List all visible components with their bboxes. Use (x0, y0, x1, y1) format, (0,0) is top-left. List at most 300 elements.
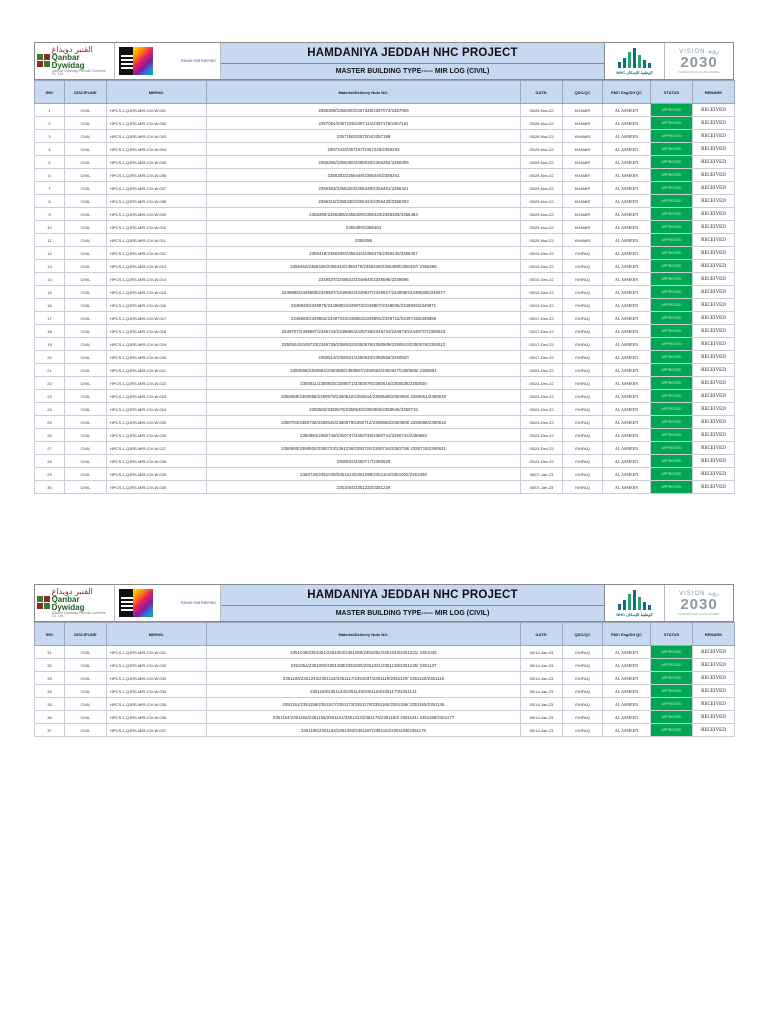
cell-mir-no: HPCS-1-QJRS-MIR-CIV-W-035 (107, 698, 207, 711)
cell-pmc: AL ASMEEN (603, 416, 651, 429)
cell-date: 05/26-Nov-22 (521, 130, 563, 143)
cell-qdc: KHAMIR (563, 143, 603, 156)
cell-mir-no: HPCS-1-QJRS-MIR-CIV-W-019 (107, 338, 207, 351)
cell-discipline: CIVIL (65, 351, 107, 364)
table-row (35, 364, 735, 377)
cell-discipline: CIVIL (65, 685, 107, 698)
project-title: HAMDANIYA JEDDAH NHC PROJECT (221, 43, 604, 64)
cell-discipline: CIVIL (65, 325, 107, 338)
cell-pmc: AL ASMEEN (603, 429, 651, 442)
cell-material: 2349838/2349875/2349880/2349873/2349867/2349836/2349839/2349871 (207, 299, 521, 312)
cell-sr: 3 (35, 130, 65, 143)
cell-date: 05/14-Jan-23 (521, 711, 563, 724)
cell-qdc: KHAMIR (563, 234, 603, 247)
cell-remark: RECEIVED (693, 377, 735, 390)
table-row (35, 351, 735, 364)
cell-pmc: AL ASMEEN (603, 234, 651, 247)
cell-discipline: CIVIL (65, 182, 107, 195)
cell-material: 2357243/2357157/2357229/2356253 (207, 143, 521, 156)
cell-remark: RECEIVED (693, 130, 735, 143)
cell-mir-no: HPCS-1-QJRS-MIR-CIV-W-015 (107, 286, 207, 299)
contractor-logo-english: Qanbar Dywidag (51, 594, 85, 612)
cell-date: 05/24-Dec-22 (521, 455, 563, 468)
cell-sr: 36 (35, 711, 65, 724)
cell-date: 05/14-Jan-23 (521, 724, 563, 737)
table-row (35, 143, 735, 156)
cell-mir-no: HPCS-1-QJRS-MIR-CIV-W-033 (107, 672, 207, 685)
cell-status: APPROVED (651, 659, 693, 672)
cell-qdc: ISHFAQ (563, 442, 603, 455)
cell-qdc: ISHFAQ (563, 672, 603, 685)
cell-date: 05/29-Nov-22 (521, 221, 563, 234)
cell-discipline: CIVIL (65, 260, 107, 273)
vision-label: VISION رؤية (679, 48, 719, 55)
cell-remark: RECEIVED (693, 299, 735, 312)
cell-date: 05/29-Nov-22 (521, 182, 563, 195)
col-remark: REMARK (693, 623, 735, 646)
cell-pmc: AL ASMEEN (603, 208, 651, 221)
cell-status: APPROVED (651, 672, 693, 685)
cell-pmc: AL ASMEEN (603, 698, 651, 711)
cell-remark: RECEIVED (693, 468, 735, 481)
table-row (35, 403, 735, 416)
cell-mir-no: HPCS-1-QJRS-MIR-CIV-W-025 (107, 416, 207, 429)
col-status: STATUS (651, 81, 693, 104)
cell-remark: RECEIVED (693, 312, 735, 325)
cell-sr: 8 (35, 195, 65, 208)
cell-material: 2350669/2350058/2350679/2350542/2350544/2350548/2350650/ 2350651/2350619 (207, 390, 521, 403)
cell-mir-no: HPCS-1-QJRS-MIR-CIV-W-031 (107, 646, 207, 659)
cell-material: 2351150/2351134/2351149/2351163/2351173/2351141 (207, 685, 521, 698)
table-row (35, 247, 735, 260)
cell-remark: RECEIVED (693, 659, 735, 672)
cell-date: 05/29-Nov-22 (521, 143, 563, 156)
cell-sr: 23 (35, 390, 65, 403)
cell-remark: RECEIVED (693, 286, 735, 299)
cell-date: 05/14-Jan-23 (521, 646, 563, 659)
cell-pmc: AL ASMEEN (603, 143, 651, 156)
table-row (35, 659, 735, 672)
cell-status: APPROVED (651, 208, 693, 221)
cell-discipline: CIVIL (65, 234, 107, 247)
cell-material: 2351004/2351232/2351229 (207, 481, 521, 494)
cell-mir-no: HPCS-1-QJRS-MIR-CIV-W-028 (107, 455, 207, 468)
contractor-logo-subtitle: Qanbar Dywidag Precast Concrete Co. Ltd. (51, 68, 106, 76)
cell-discipline: CIVIL (65, 104, 107, 117)
cell-pmc: AL ASMEEN (603, 659, 651, 672)
cell-mir-no: HPCS-1-QJRS-MIR-CIV-W-010 (107, 221, 207, 234)
cell-material: 2356390/2356464 (207, 221, 521, 234)
table-row (35, 299, 735, 312)
col-discipline: DISCIPLINE (65, 623, 107, 646)
cell-pmc: AL ASMEEN (603, 156, 651, 169)
vision-label: VISION رؤية (679, 590, 719, 597)
cell-date: 05/29-Nov-22 (521, 169, 563, 182)
table-row (35, 429, 735, 442)
contractor-logo-arabic: القنبر دويداغ (51, 586, 93, 596)
contractor-logo-subtitle: Qanbar Dywidag Precast Concrete Co. Ltd. (51, 610, 106, 618)
table-row (35, 156, 735, 169)
cell-pmc: AL ASMEEN (603, 325, 651, 338)
col-discipline: DISCIPLINE (65, 81, 107, 104)
qanbar-logo-icon (37, 54, 50, 68)
cell-qdc: KHAMIR (563, 169, 603, 182)
cell-material: 2356462/2356436/2356443/2356478/2356439/2356498/2356497/ 2356486 (207, 260, 521, 273)
cell-status: APPROVED (651, 273, 693, 286)
cell-discipline: CIVIL (65, 364, 107, 377)
col-qdc: QDC/QC (563, 81, 603, 104)
cell-discipline: CIVIL (65, 672, 107, 685)
cell-discipline: CIVIL (65, 429, 107, 442)
cell-sr: 11 (35, 234, 65, 247)
cell-status: APPROVED (651, 234, 693, 247)
cell-qdc: KHAMIR (563, 221, 603, 234)
cell-remark: RECEIVED (693, 429, 735, 442)
cell-sr: 31 (35, 646, 65, 659)
table-row (35, 208, 735, 221)
col-date: DATE: (521, 81, 563, 104)
cell-pmc: AL ASMEEN (603, 260, 651, 273)
cell-date: 05/14-Jan-23 (521, 659, 563, 672)
col-sr: SR# (35, 81, 65, 104)
cell-status: APPROVED (651, 685, 693, 698)
cell-qdc: ISHFAQ (563, 312, 603, 325)
cell-mir-no: HPCS-1-QJRS-MIR-CIV-W-002 (107, 117, 207, 130)
col-date: DATE: (521, 623, 563, 646)
cell-material: 2356283/2356449/2356440/2356341 (207, 169, 521, 182)
cell-qdc: ISHFAQ (563, 377, 603, 390)
cell-sr: 35 (35, 698, 65, 711)
partner-logo (115, 585, 221, 621)
cell-discipline: CIVIL (65, 646, 107, 659)
cell-remark: RECEIVED (693, 260, 735, 273)
cell-pmc: AL ASMEEN (603, 481, 651, 494)
table-body (35, 104, 735, 494)
cell-status: APPROVED (651, 390, 693, 403)
cell-discipline: CIVIL (65, 338, 107, 351)
cell-discipline: CIVIL (65, 195, 107, 208)
cell-remark: RECEIVED (693, 481, 735, 494)
col-material: Material/Delivery Note NO. (207, 81, 521, 104)
cell-mir-no: HPCS-1-QJRS-MIR-CIV-W-001 (107, 104, 207, 117)
vision-subtitle: KINGDOM OF SAUDI ARABIA (678, 69, 720, 74)
cell-discipline: CIVIL (65, 481, 107, 494)
cell-qdc: ISHFAQ (563, 711, 603, 724)
cell-date: 05/14-Jan-23 (521, 672, 563, 685)
nhc-logo-icon (618, 48, 651, 68)
cell-mir-no: HPCS-1-QJRS-MIR-CIV-W-008 (107, 195, 207, 208)
cell-remark: RECEIVED (693, 117, 735, 130)
cell-status: APPROVED (651, 130, 693, 143)
cell-date: 05/07-Jan-23 (521, 481, 563, 494)
cell-mir-no: HPCS-1-QJRS-MIR-CIV-W-017 (107, 312, 207, 325)
cell-pmc: AL ASMEEN (603, 117, 651, 130)
cell-material: 2350524/2349733/2349735/2350533/2350576/2350509/2350513/2350578/2350510 (207, 338, 521, 351)
cell-status: APPROVED (651, 169, 693, 182)
cell-mir-no: HPCS-1-QJRS-MIR-CIV-W-006 (107, 169, 207, 182)
table-row (35, 195, 735, 208)
table-row (35, 442, 735, 455)
cell-sr: 6 (35, 169, 65, 182)
cell-sr: 1 (35, 104, 65, 117)
cell-material: 2351154/2351155/2351156/2351161/2351223/2351176/2351184/ 2351181/ 2351186/2351177 (207, 711, 521, 724)
cell-material: 2351151/2351158/2351167/2351172/2351170/2351160/2351159/ 2351165/2351146 (207, 698, 521, 711)
cell-sr: 28 (35, 455, 65, 468)
cell-remark: RECEIVED (693, 416, 735, 429)
partner-name: RAYAS PARTNERING (181, 58, 216, 63)
cell-date: 05/17-Dec-22 (521, 351, 563, 364)
partner-logo (115, 43, 221, 79)
cell-qdc: KHAMIR (563, 117, 603, 130)
table-row (35, 260, 735, 273)
cell-material: 2350704/2350708/2350646/2350678/2350712/2350683/2350693/ 2350688/2350616 (207, 416, 521, 429)
cell-date: 05/24-Dec-22 (521, 442, 563, 455)
cell-remark: RECEIVED (693, 156, 735, 169)
cell-discipline: CIVIL (65, 403, 107, 416)
cell-discipline: CIVIL (65, 156, 107, 169)
cell-sr: 5 (35, 156, 65, 169)
cell-sr: 16 (35, 299, 65, 312)
cell-qdc: ISHFAQ (563, 468, 603, 481)
cell-discipline: CIVIL (65, 117, 107, 130)
cell-qdc: KHAMIR (563, 130, 603, 143)
cell-pmc: AL ASMEEN (603, 377, 651, 390)
cell-status: APPROVED (651, 377, 693, 390)
cell-qdc: ISHFAQ (563, 338, 603, 351)
vision-2030-logo (665, 43, 733, 79)
sheet-header (34, 42, 734, 80)
cell-sr: 18 (35, 325, 65, 338)
cell-qdc: KHAMIR (563, 156, 603, 169)
cell-sr: 9 (35, 208, 65, 221)
contractor-logo (35, 585, 115, 621)
cell-mir-no: HPCS-1-QJRS-MIR-CIV-W-004 (107, 143, 207, 156)
cell-remark: RECEIVED (693, 672, 735, 685)
cell-date: 05/10-Dec-22 (521, 286, 563, 299)
cell-qdc: ISHFAQ (563, 698, 603, 711)
cell-material: 2356398/2356386/2356409/2356420/2356328/2356463 (207, 208, 521, 221)
col-material: Material/Delivery Note NO. (207, 623, 521, 646)
cell-pmc: AL ASMEEN (603, 130, 651, 143)
cell-mir-no: HPCS-1-QJRS-MIR-CIV-W-034 (107, 685, 207, 698)
cell-remark: RECEIVED (693, 208, 735, 221)
cell-sr: 19 (35, 338, 65, 351)
cell-date: 05/29-Nov-22 (521, 156, 563, 169)
contractor-logo (35, 43, 115, 79)
cell-pmc: AL ASMEEN (603, 221, 651, 234)
cell-remark: RECEIVED (693, 724, 735, 737)
cell-status: APPROVED (651, 260, 693, 273)
cell-sr: 34 (35, 685, 65, 698)
table-row (35, 130, 735, 143)
cell-status: APPROVED (651, 416, 693, 429)
cell-date: 05/24-Dec-22 (521, 403, 563, 416)
cell-remark: RECEIVED (693, 455, 735, 468)
nhc-logo-text: NHC الوطنية للإسكان (616, 611, 653, 617)
cell-sr: 12 (35, 247, 65, 260)
cell-pmc: AL ASMEEN (603, 442, 651, 455)
cell-qdc: ISHFAQ (563, 364, 603, 377)
cell-date: 05/29-Nov-22 (521, 208, 563, 221)
cell-material: 2350596/2350564/2350595/2350587/2350563/2350627/2350565/ 2350591 (207, 364, 521, 377)
cell-date: 05/26-Nov-22 (521, 104, 563, 117)
table-row (35, 646, 735, 659)
cell-discipline: CIVIL (65, 169, 107, 182)
cell-qdc: ISHFAQ (563, 286, 603, 299)
table-row (35, 672, 735, 685)
cell-qdc: KHAMIR (563, 208, 603, 221)
cell-material: 2351049/2351051/2351053/2351059/2351052/2351043/2351231/ 2351045 (207, 646, 521, 659)
cell-mir-no: HPCS-1-QJRS-MIR-CIV-W-037 (107, 724, 207, 737)
cell-date: 05/17-Dec-22 (521, 338, 563, 351)
cell-remark: RECEIVED (693, 182, 735, 195)
cell-material: 2350611/2350603/2350671/2350579/2350615/2350538/2350620 (207, 377, 521, 390)
cell-discipline: CIVIL (65, 221, 107, 234)
table-row (35, 312, 735, 325)
cell-pmc: AL ASMEEN (603, 247, 651, 260)
cell-discipline: CIVIL (65, 247, 107, 260)
cell-mir-no: HPCS-1-QJRS-MIR-CIV-W-024 (107, 403, 207, 416)
cell-remark: RECEIVED (693, 195, 735, 208)
cell-date: 05/26-Nov-22 (521, 117, 563, 130)
table-row (35, 711, 735, 724)
page-break-mark: · · · (372, 520, 377, 524)
cell-remark: RECEIVED (693, 442, 735, 455)
cell-status: APPROVED (651, 182, 693, 195)
cell-mir-no: HPCS-1-QJRS-MIR-CIV-W-021 (107, 364, 207, 377)
cell-remark: RECEIVED (693, 685, 735, 698)
cell-discipline: CIVIL (65, 659, 107, 672)
cell-discipline: CIVIL (65, 390, 107, 403)
cell-qdc: ISHFAQ (563, 724, 603, 737)
cell-pmc: AL ASMEEN (603, 338, 651, 351)
cell-discipline: CIVIL (65, 286, 107, 299)
cell-material: 2349707/2349687/2349743/2349685/2349738/2349734/2349740/2349737/2350523 (207, 325, 521, 338)
partner-logo-icon (119, 47, 153, 75)
cell-material: 2350514/2350521/2350540/2350566/2350520 (207, 351, 521, 364)
log-subtitle: MASTER BUILDING TYPE----- MIR LOG (CIVIL) (335, 68, 490, 75)
cell-pmc: AL ASMEEN (603, 455, 651, 468)
cell-mir-no: HPCS-1-QJRS-MIR-CIV-W-012 (107, 247, 207, 260)
cell-qdc: ISHFAQ (563, 659, 603, 672)
table-row (35, 481, 735, 494)
table-header-row (35, 81, 735, 104)
cell-status: APPROVED (651, 481, 693, 494)
cell-qdc: ISHFAQ (563, 299, 603, 312)
cell-sr: 33 (35, 672, 65, 685)
cell-material: 2350730/2351049/2351013/2351099/2351104/2351002/2351008 (207, 468, 521, 481)
cell-status: APPROVED (651, 698, 693, 711)
cell-status: APPROVED (651, 455, 693, 468)
cell-material: 2351185/2351183/2351260/2351187/2351182/2351196/2351178 (207, 724, 521, 737)
cell-mir-no: HPCS-1-QJRS-MIR-CIV-W-009 (107, 208, 207, 221)
cell-date: 05/10-Dec-22 (521, 273, 563, 286)
cell-material: 2350582/2350679/2350648/2350655/2350645/2350715 (207, 403, 521, 416)
cell-status: APPROVED (651, 143, 693, 156)
cell-status: APPROVED (651, 104, 693, 117)
cell-pmc: AL ASMEEN (603, 273, 651, 286)
log-subtitle: MASTER BUILDING TYPE----- MIR LOG (CIVIL) (335, 610, 490, 617)
table-row (35, 468, 735, 481)
cell-remark: RECEIVED (693, 247, 735, 260)
cell-status: APPROVED (651, 351, 693, 364)
cell-material: 2356363/2356320/2356439/2356461/2356421 (207, 182, 521, 195)
col-qdc: QDC/QC (563, 623, 603, 646)
cell-date: 05/24-Dec-22 (521, 429, 563, 442)
cell-status: APPROVED (651, 468, 693, 481)
cell-remark: RECEIVED (693, 234, 735, 247)
title-block (221, 43, 605, 79)
table-row (35, 377, 735, 390)
cell-qdc: ISHFAQ (563, 481, 603, 494)
cell-sr: 26 (35, 429, 65, 442)
cell-status: APPROVED (651, 286, 693, 299)
cell-date: 05/24-Dec-22 (521, 416, 563, 429)
cell-status: APPROVED (651, 221, 693, 234)
cell-qdc: ISHFAQ (563, 685, 603, 698)
cell-qdc: ISHFAQ (563, 429, 603, 442)
nhc-logo (605, 43, 665, 79)
cell-mir-no: HPCS-1-QJRS-MIR-CIV-W-036 (107, 711, 207, 724)
mir-log-sheet-1 (34, 42, 734, 494)
cell-discipline: CIVIL (65, 724, 107, 737)
table-row (35, 182, 735, 195)
cell-date: 05/24-Dec-22 (521, 377, 563, 390)
col-mir-no: MIR/NO. (107, 81, 207, 104)
cell-material: 2351054/2351092/2351338/2351025/2351031/2351138/2351245/ 2351137 (207, 659, 521, 672)
table-row (35, 325, 735, 338)
cell-pmc: AL ASMEEN (603, 390, 651, 403)
cell-remark: RECEIVED (693, 364, 735, 377)
cell-remark: RECEIVED (693, 221, 735, 234)
table-body (35, 646, 735, 737)
cell-material: 2357186/2357204/2357199 (207, 130, 521, 143)
cell-status: APPROVED (651, 364, 693, 377)
cell-mir-no: HPCS-1-QJRS-MIR-CIV-W-016 (107, 299, 207, 312)
title-block (221, 585, 605, 621)
cell-mir-no: HPCS-1-QJRS-MIR-CIV-W-022 (107, 377, 207, 390)
cell-qdc: ISHFAQ (563, 646, 603, 659)
cell-mir-no: HPCS-1-QJRS-MIR-CIV-W-013 (107, 260, 207, 273)
cell-status: APPROVED (651, 117, 693, 130)
cell-mir-no: HPCS-1-QJRS-MIR-CIV-W-026 (107, 429, 207, 442)
vision-year: 2030 (680, 595, 718, 613)
cell-discipline: CIVIL (65, 711, 107, 724)
cell-date: 05/24-Dec-22 (521, 364, 563, 377)
cell-status: APPROVED (651, 338, 693, 351)
cell-qdc: ISHFAQ (563, 416, 603, 429)
table-header-row (35, 623, 735, 646)
cell-mir-no: HPCS-1-QJRS-MIR-CIV-W-030 (107, 481, 207, 494)
cell-date: 05/07-Jan-23 (521, 468, 563, 481)
cell-date: 05/17-Dec-22 (521, 312, 563, 325)
cell-pmc: AL ASMEEN (603, 312, 651, 325)
cell-discipline: CIVIL (65, 143, 107, 156)
cell-mir-no: HPCS-1-QJRS-MIR-CIV-W-005 (107, 156, 207, 169)
table-row (35, 698, 735, 711)
cell-remark: RECEIVED (693, 273, 735, 286)
cell-pmc: AL ASMEEN (603, 195, 651, 208)
col-pmc: PMC Eng/Dif QC (603, 81, 651, 104)
cell-qdc: ISHFAQ (563, 325, 603, 338)
cell-sr: 2 (35, 117, 65, 130)
cell-mir-no: HPCS-1-QJRS-MIR-CIV-W-029 (107, 468, 207, 481)
cell-remark: RECEIVED (693, 351, 735, 364)
cell-discipline: CIVIL (65, 377, 107, 390)
cell-date: 05/29-Nov-22 (521, 195, 563, 208)
cell-date: 05/10-Dec-22 (521, 247, 563, 260)
cell-material: 2357064/2357105/2357114/2357175/2357161 (207, 117, 521, 130)
